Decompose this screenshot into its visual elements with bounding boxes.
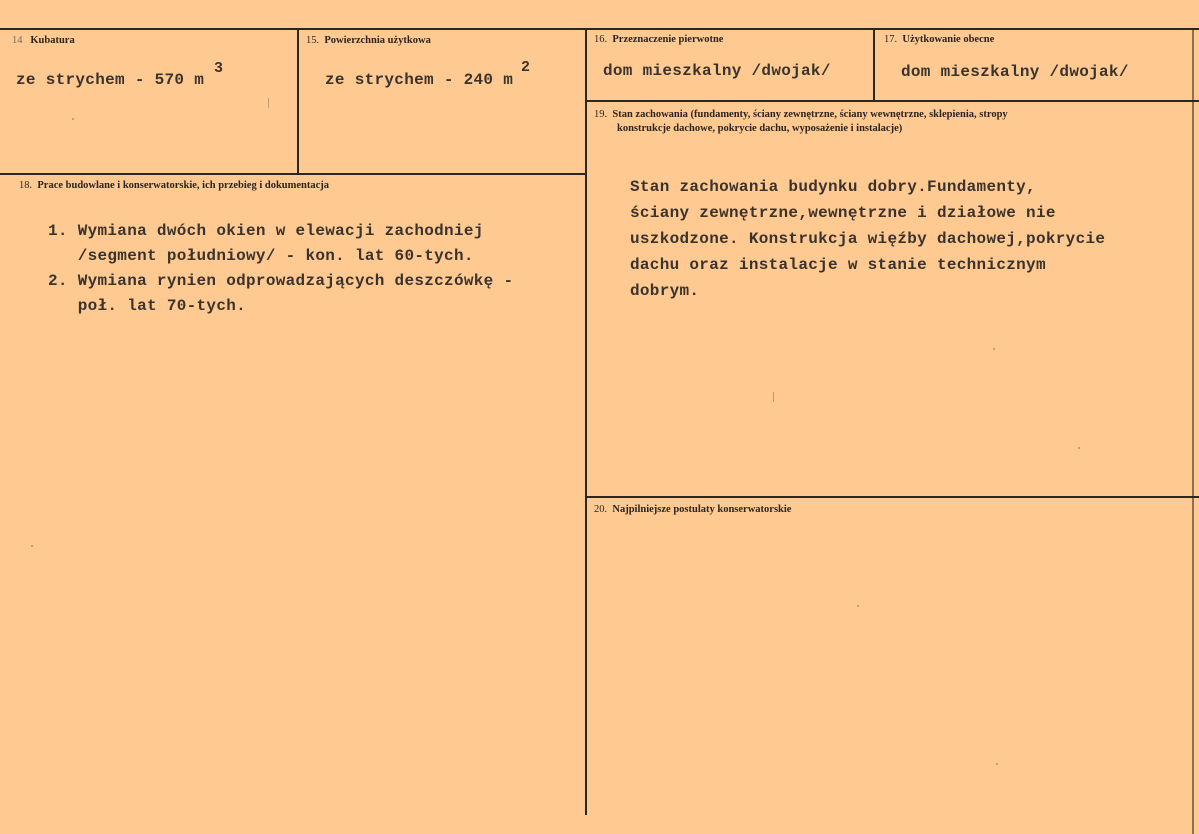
field-18-title: Prace budowlane i konserwatorskie, ich przebieg i dokumentacja: [37, 180, 330, 191]
field-19-title-line2: konstrukcje dachowe, pokrycie dachu, wyposażenie i instalacje): [617, 123, 903, 134]
field-19-number: 19.: [594, 109, 608, 120]
top-rule: [0, 28, 1199, 30]
field-18-line: 2. Wymiana rynien odprowadzających deszczówkę -: [48, 272, 514, 290]
field-19-line: Stan zachowania budynku dobry.Fundamenty,: [630, 178, 1036, 196]
field-14-value: ze strychem - 570 m: [16, 71, 205, 89]
field-19-label: [594, 108, 1184, 136]
field-15-value: ze strychem - 240 m: [325, 71, 514, 89]
paper-speckle: [773, 392, 774, 402]
field-19-line: ściany zewnętrzne,wewnętrzne i działowe nie: [630, 204, 1056, 222]
field-20-number: 20.: [594, 504, 608, 515]
rule-under-16-17: [586, 100, 1199, 102]
field-17-value: dom mieszkalny /dwojak/: [901, 63, 1129, 81]
field-19-title-line1: Stan zachowania (fundamenty, ściany zewnętrzne, ściany wewnętrzne, sklepienia, stropy: [612, 109, 1008, 120]
field-18-number: 18.: [19, 180, 33, 191]
field-14-number: 14: [12, 35, 23, 46]
field-14-label: [12, 35, 75, 46]
field-15-title: Powierzchnia użytkowa: [324, 35, 431, 46]
divider-16-17: [873, 29, 875, 101]
divider-14-15: [297, 29, 299, 173]
field-16-number: 16.: [594, 34, 608, 45]
field-19-line: uszkodzone. Konstrukcja więźby dachowej,pokrycie: [630, 230, 1106, 248]
field-15-superscript: 2: [521, 59, 531, 76]
field-19-line: dobrym.: [630, 282, 700, 300]
field-17-number: 17.: [884, 34, 898, 45]
field-18-label: [19, 180, 329, 191]
paper-speckle: [72, 118, 74, 120]
field-16-label: [594, 34, 723, 45]
field-17-title: Użytkowanie obecne: [902, 34, 995, 45]
field-14-title: Kubatura: [30, 35, 75, 46]
field-15-number: 15.: [306, 35, 320, 46]
paper-speckle: [993, 348, 995, 350]
field-18-line: 1. Wymiana dwóch okien w elewacji zachodniej: [48, 222, 484, 240]
rule-above-20: [586, 496, 1199, 498]
field-19-line: dachu oraz instalacje w stanie technicznym: [630, 256, 1046, 274]
field-16-value: dom mieszkalny /dwojak/: [603, 62, 831, 80]
field-18-line: /segment południowy/ - kon. lat 60-tych.: [48, 247, 474, 265]
right-edge-rule: [1192, 29, 1194, 834]
paper-speckle: [268, 98, 269, 108]
field-18-line: poł. lat 70-tych.: [48, 297, 247, 315]
field-16-title: Przeznaczenie pierwotne: [612, 34, 724, 45]
divider-left-right: [585, 29, 587, 815]
paper-speckle: [1078, 447, 1080, 449]
field-18-text: [48, 222, 513, 322]
paper-speckle: [31, 545, 33, 547]
field-15-label: [306, 35, 431, 46]
field-17-label: [884, 34, 994, 45]
field-14-superscript: 3: [214, 60, 224, 77]
field-20-label: [594, 504, 791, 515]
field-20-title: Najpilniejsze postulaty konserwatorskie: [612, 504, 792, 515]
field-19-text: [630, 178, 1105, 308]
paper-speckle: [857, 605, 859, 607]
paper-speckle: [996, 763, 998, 765]
rule-under-14-15: [0, 173, 586, 175]
